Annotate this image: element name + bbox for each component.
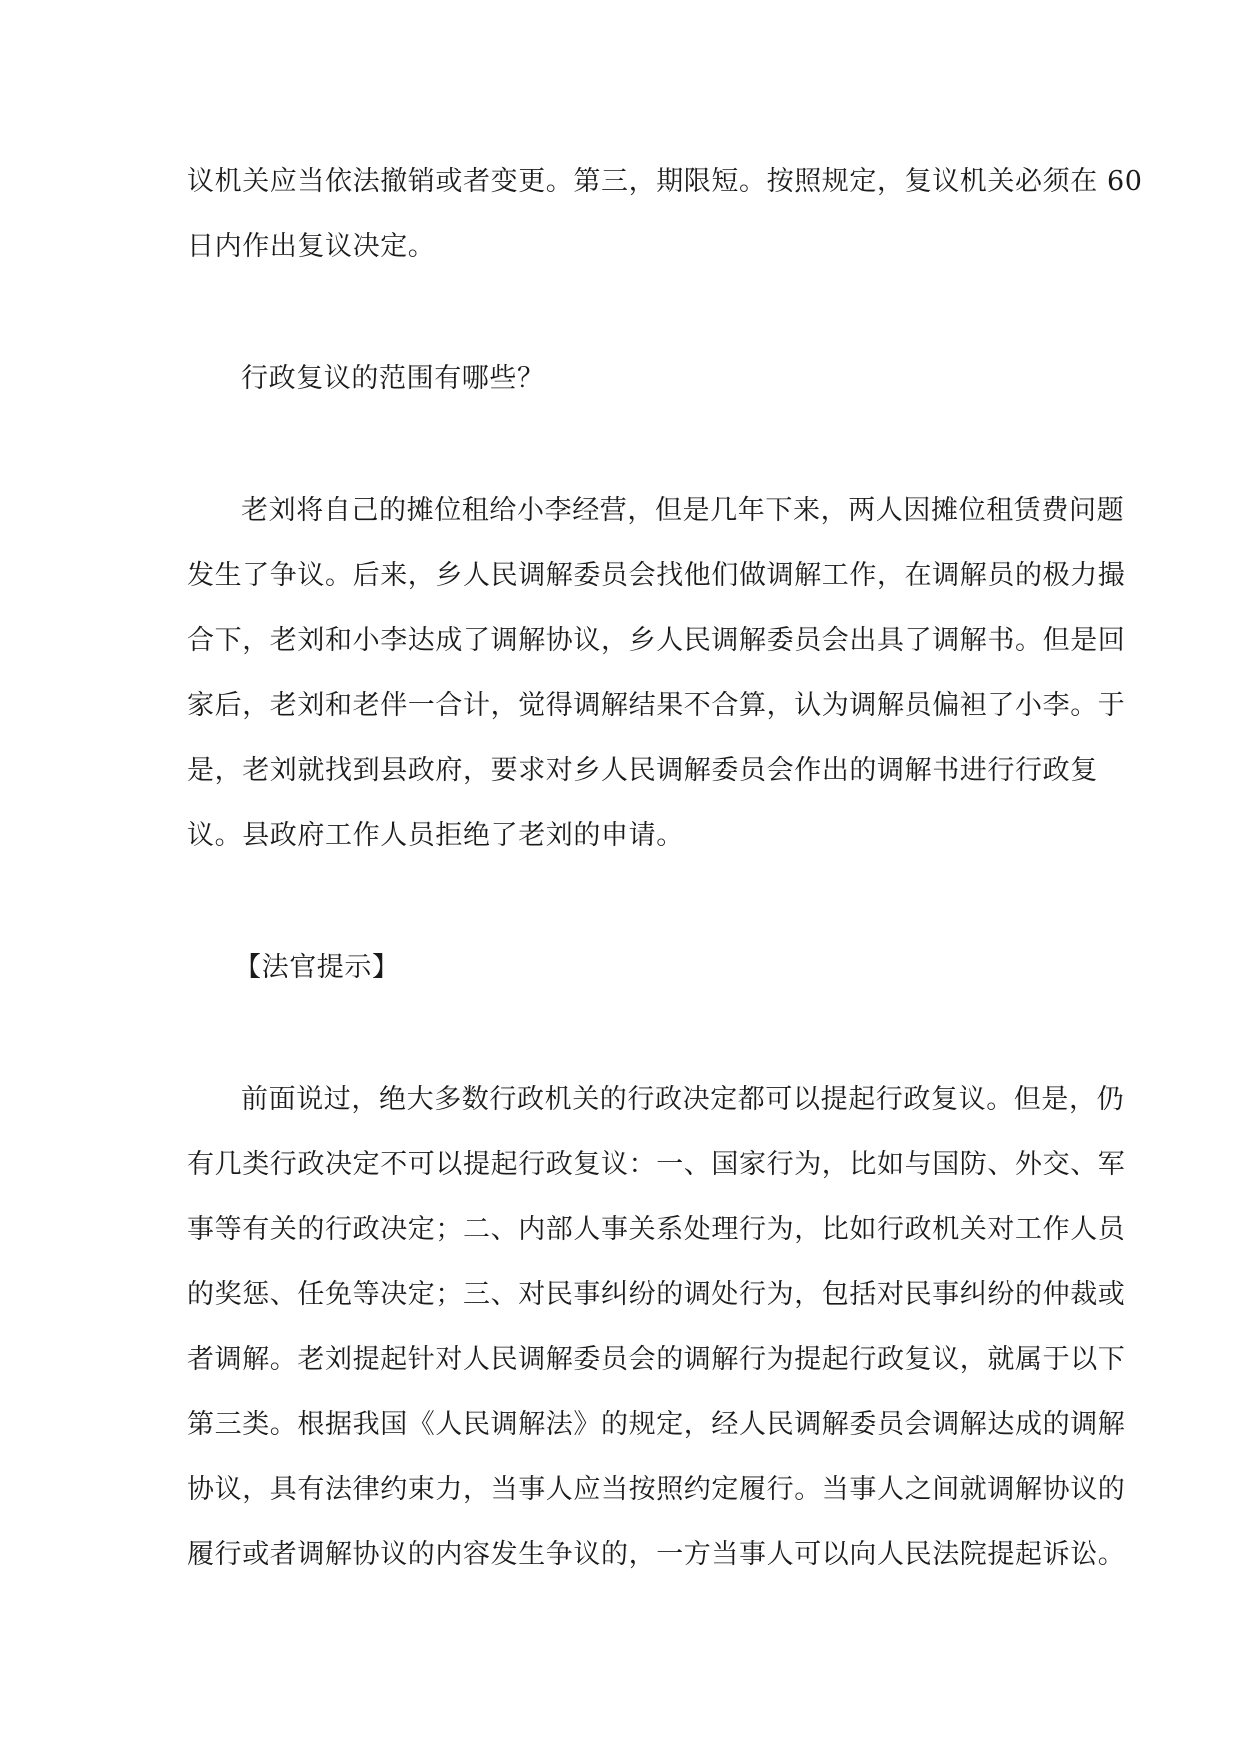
paragraph-line: 的奖惩、任免等决定；三、对民事纠纷的调处行为，包括对民事纠纷的仲裁或 xyxy=(187,1279,1126,1310)
paragraph-line: 有几类行政决定不可以提起行政复议：一、国家行为，比如与国防、外交、军 xyxy=(187,1149,1126,1180)
paragraph-line: 者调解。老刘提起针对人民调解委员会的调解行为提起行政复议，就属于以下 xyxy=(187,1344,1126,1375)
tip-heading: 【法官提示】 xyxy=(234,952,400,983)
paragraph-line: 发生了争议。后来，乡人民调解委员会找他们做调解工作，在调解员的极力撮 xyxy=(187,560,1126,591)
question-heading: 行政复议的范围有哪些？ xyxy=(241,363,545,394)
paragraph-line: 第三类。根据我国《人民调解法》的规定，经人民调解委员会调解达成的调解 xyxy=(187,1409,1126,1440)
paragraph-line: 议。县政府工作人员拒绝了老刘的申请。 xyxy=(187,820,684,851)
paragraph-line: 家后，老刘和老伴一合计，觉得调解结果不合算，认为调解员偏袒了小李。于 xyxy=(187,690,1126,721)
paragraph-line: 日内作出复议决定。 xyxy=(187,231,436,262)
paragraph-line: 议机关应当依法撤销或者变更。第三，期限短。按照规定，复议机关必须在 60 xyxy=(187,166,1143,197)
paragraph-line: 是，老刘就找到县政府，要求对乡人民调解委员会作出的调解书进行行政复 xyxy=(187,755,1098,786)
paragraph-line: 老刘将自己的摊位租给小李经营，但是几年下来，两人因摊位租赁费问题 xyxy=(241,495,1125,526)
paragraph-line: 前面说过，绝大多数行政机关的行政决定都可以提起行政复议。但是，仍 xyxy=(241,1084,1125,1115)
paragraph-line: 合下，老刘和小李达成了调解协议，乡人民调解委员会出具了调解书。但是回 xyxy=(187,625,1126,656)
paragraph-line: 协议，具有法律约束力，当事人应当按照约定履行。当事人之间就调解协议的 xyxy=(187,1474,1126,1505)
paragraph-line: 事等有关的行政决定；二、内部人事关系处理行为，比如行政机关对工作人员 xyxy=(187,1214,1126,1245)
paragraph-line: 履行或者调解协议的内容发生争议的，一方当事人可以向人民法院提起诉讼。 xyxy=(187,1539,1126,1570)
